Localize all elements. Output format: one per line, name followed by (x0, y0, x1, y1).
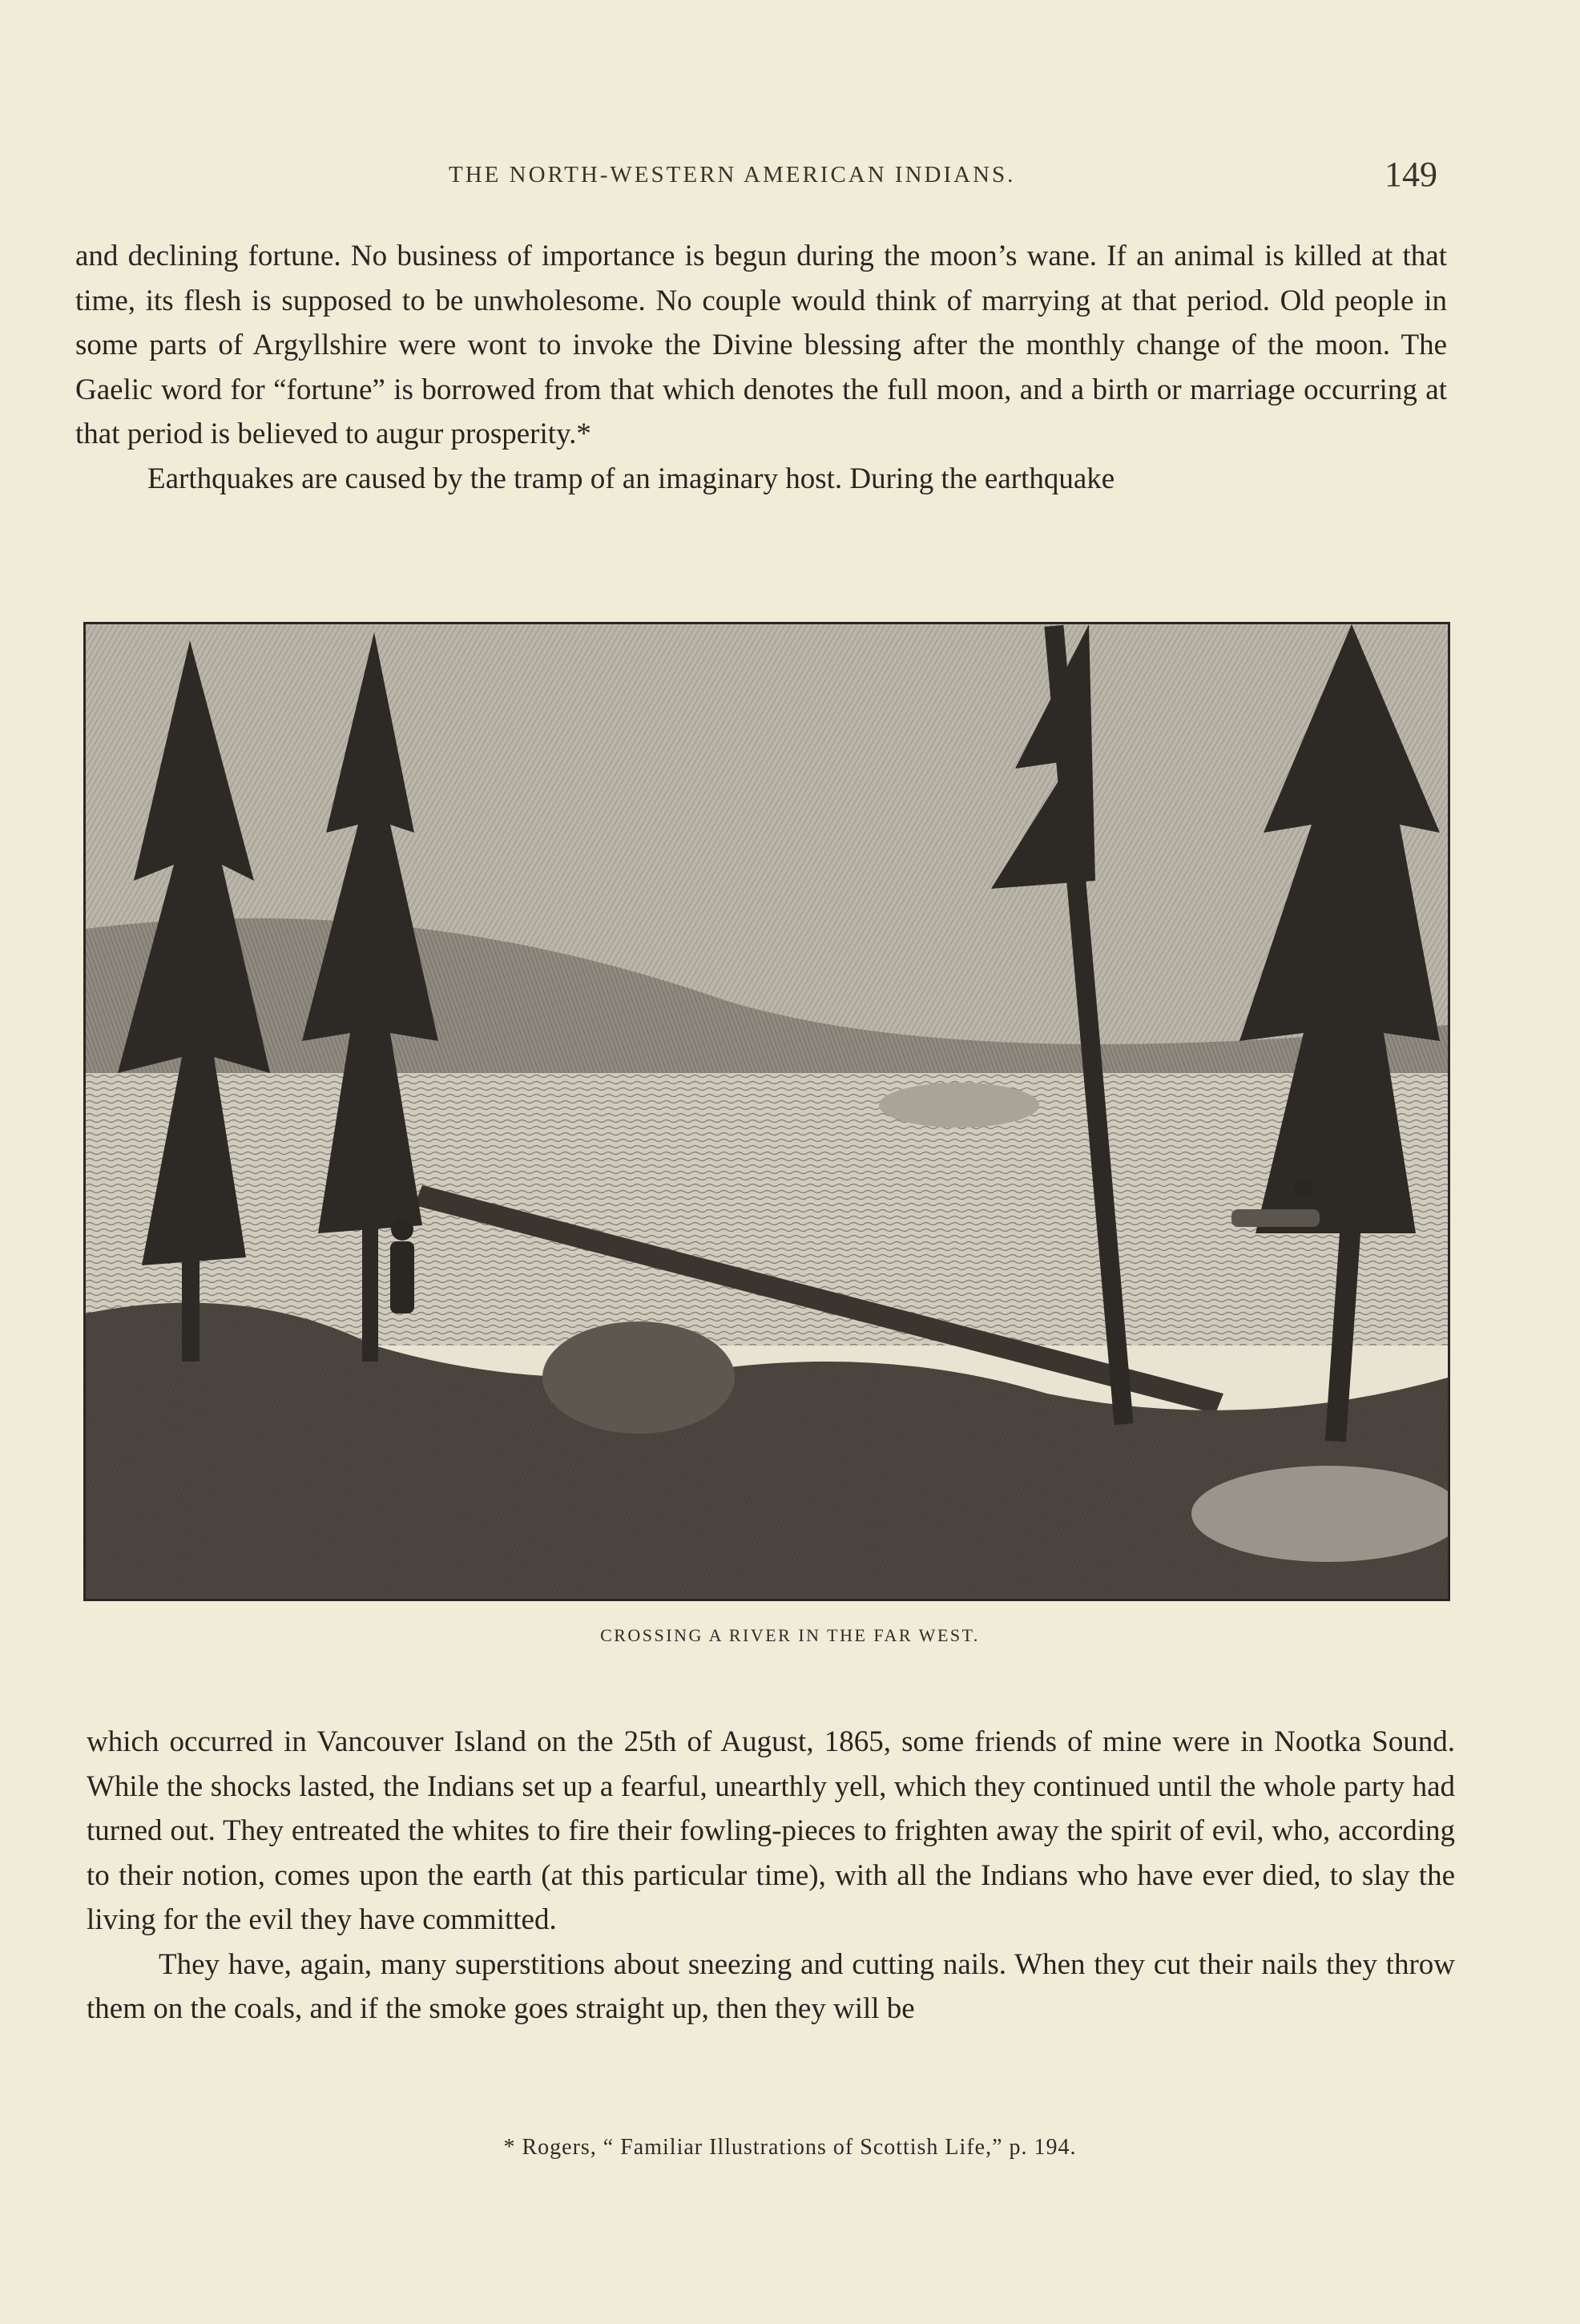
river-crossing-engraving (86, 624, 1448, 1599)
engraving-illustration (83, 622, 1450, 1601)
running-head: THE NORTH-WESTERN AMERICAN INDIANS. (449, 162, 1016, 188)
paragraph-vancouver: which occurred in Vancouver Island on the 25th of August, 1865, some friends of mine were in Nootka Sound. While the shocks lasted, the Indians set up a fearful, unearthly yell, which they continued until the whole party had turned out. They entreated the whites to fire their fowling-pieces to frighten away the spirit of evil, who, according to their notion, comes upon the earth (at this particular time), with all the Indians who have ever died, to slay the living for the evil they have committed. (87, 1725, 1455, 1936)
footnote: * Rogers, “ Familiar Illustrations of Scottish Life,” p. 194. (503, 2135, 1077, 2160)
page-number: 149 (1385, 155, 1437, 194)
page-header (0, 155, 1580, 207)
body-text-bottom (87, 1720, 1455, 2031)
body-text-top (75, 234, 1447, 501)
paragraph-earthquakes: Earthquakes are caused by the tramp of an imaginary host. During the earthquake (147, 462, 1115, 495)
paragraph-continuation: and declining fortune. No business of importance is begun during the moon’s wane. If an animal is killed at that time, its flesh is supposed to be unwholesome. No couple would think of marrying at that period. Old people in some parts of Argyllshire were wont to invoke the Divine blessing after the monthly change of the moon. The Gaelic word for “fortune” is borrowed from that which denotes the full moon, and a birth or marriage occurring at that period is believed to augur prosperity.* (75, 240, 1447, 450)
paragraph-superstitions: They have, again, many superstitions about sneezing and cutting nails. When they cut their nails they throw them on the coals, and if the smoke goes straight up, then they will be (87, 1947, 1455, 2025)
figure-caption: CROSSING A RIVER IN THE FAR WEST. (600, 1625, 980, 1645)
